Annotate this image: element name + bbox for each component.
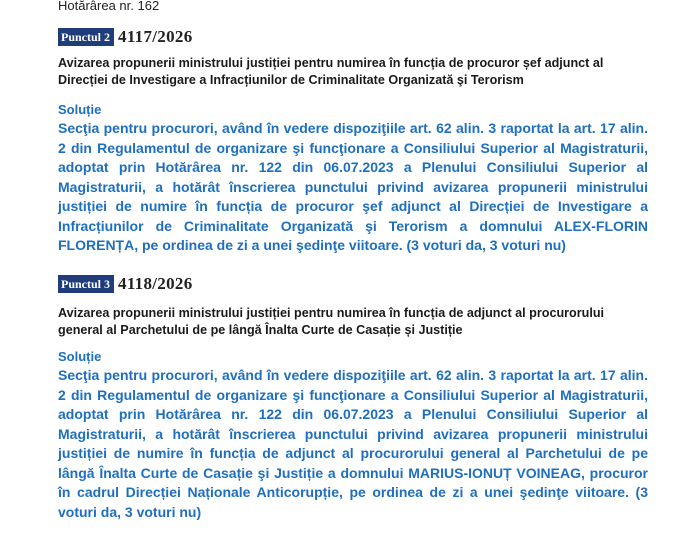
solution-label: Soluție [58, 102, 102, 117]
item-title: Avizarea propunerii ministrului justiției pentru numirea în funcția de procuror șef adjunct al Direcției de Investigare a Infracțiunilor de Criminalitate Organizată şi Terorism [58, 56, 604, 87]
item-title: Avizarea propunerii ministrului justiției pentru numirea în funcția de adjunct al procurorului general al Parchetului de pe lângă Înalta Curte de Casație și Justiție [58, 306, 605, 337]
agenda-item-header [58, 27, 193, 47]
agenda-item-header [58, 274, 193, 294]
solution-label: Soluție [58, 349, 102, 364]
item-number: 4117/2026 [118, 27, 193, 46]
item-number: 4118/2026 [118, 274, 193, 293]
item-badge: Punctul 2 [58, 28, 114, 46]
decision-header: Hotărârea nr. 162 [58, 0, 160, 13]
item-badge: Punctul 3 [58, 275, 114, 293]
solution-text: Secţia pentru procurori, având în vedere dispoziţiile art. 62 alin. 3 raportat la art. 17 alin. 2 din Regulamentul de organizare şi funcţionare a Consiliului Superior al Magistraturii, adoptat prin Hotărârea nr. 122 din 06.07.2023 a Plenului Consiliului Superior al Magistraturii, a hotărât înscrierea punctului privind avizarea propunerii ministrului justiției de numire în funcția de procuror şef adjunct al Direcției de Investigare a Infracțiunilor de Criminalitate Organizată şi Terorism a domnului ALEX-FLORIN FLORENȚA, pe ordinea de zi a unei şedinţe viitoare. (3 voturi da, 3 voturi nu) [58, 120, 648, 253]
solution-text: Secţia pentru procurori, având în vedere dispoziţiile art. 62 alin. 3 raportat la art. 17 alin. 2 din Regulamentul de organizare şi funcţionare a Consiliului Superior al Magistraturii, adoptat prin Hotărârea nr. 122 din 06.07.2023 a Plenului Consiliului Superior al Magistraturii, a hotărât înscrierea punctului privind avizarea propunerii ministrului justiției de numire în funcția de adjunct al procurorului general al Parchetului de pe lângă Înalta Curte de Casație şi Justiție a domnului MARIUS-IONUȚ VOINEAG, procuror în cadrul Direcției Naționale Anticorupție, pe ordinea de zi a unei şedinţe viitoare. (3 voturi da, 3 voturi nu) [58, 367, 648, 520]
